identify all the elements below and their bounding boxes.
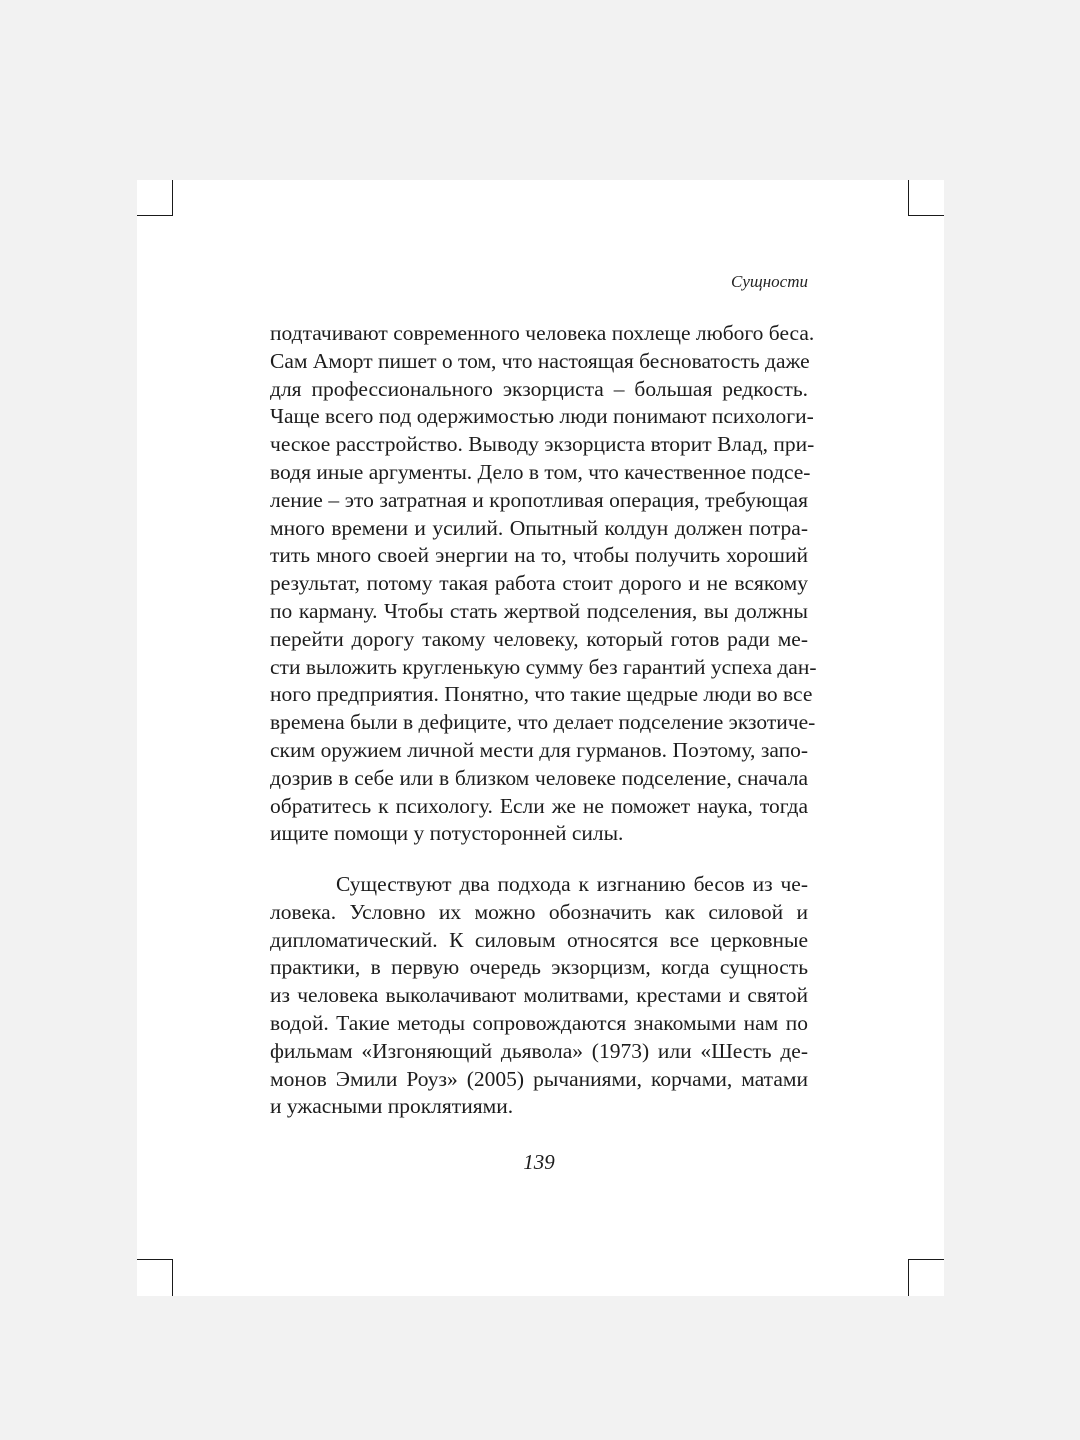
text-line: Чаще всего под одержимостью люди понимают психологи-	[270, 404, 814, 429]
crop-mark-bottom-left-h	[137, 1259, 173, 1260]
paragraph-2	[270, 871, 808, 1121]
crop-mark-top-left-v	[172, 180, 173, 216]
text-line: и ужасными проклятиями.	[270, 1094, 514, 1119]
text-line: монов Эмили Роуз» (2005) рычаниями, корчами, матами	[270, 1066, 808, 1091]
text-line: Существуют два подхода к изгнанию бесов из че-	[336, 872, 808, 896]
crop-mark-top-right-v	[908, 180, 909, 216]
text-line: Сам Аморт пишет о том, что настоящая бесноватость даже	[270, 348, 810, 373]
text-line: ного предприятия. Понятно, что такие щедрые люди во все	[270, 682, 813, 707]
crop-mark-bottom-left-v	[172, 1260, 173, 1296]
text-line: фильмам «Изгоняющий дьявола» (1973) или «Шесть де-	[270, 1038, 808, 1063]
text-line: много времени и усилий. Опытный колдун должен потра-	[270, 515, 808, 540]
text-line: перейти дорогу такому человеку, который готов ради ме-	[270, 626, 808, 651]
text-line: ление – это затратная и кропотливая операция, требующая	[270, 487, 808, 512]
text-line: практики, в первую очередь экзорцизм, когда сущность	[270, 955, 808, 980]
text-line: ищите помощи у потусторонней силы.	[270, 821, 624, 846]
text-line: из человека выколачивают молитвами, крестами и святой	[270, 983, 808, 1008]
crop-mark-bottom-right-v	[908, 1260, 909, 1296]
text-line: ческое расстройство. Выводу экзорциста вторит Влад, при-	[270, 432, 815, 457]
text-line: для профессионального экзорциста – большая редкость.	[270, 376, 808, 401]
text-line: сти выложить кругленькую сумму без гарантий успеха дан-	[270, 654, 817, 679]
text-line: времена были в дефиците, что делает подселение экзотиче-	[270, 710, 816, 735]
text-line: водой. Такие методы сопровождаются знакомыми нам по	[270, 1010, 808, 1035]
text-line: ловека. Условно их можно обозначить как силовой и	[270, 899, 808, 924]
text-line: водя иные аргументы. Дело в том, что качественное подсе-	[270, 459, 811, 484]
text-line: тить много своей энергии на то, чтобы получить хороший	[270, 543, 808, 568]
text-line: ским оружием личной мести для гурманов. Поэтому, запо-	[270, 737, 808, 762]
text-line: дозрив в себе или в близком человеке подселение, сначала	[270, 765, 808, 790]
text-line: результат, потому такая работа стоит дорого и не всякому	[270, 571, 808, 596]
text-line: по карману. Чтобы стать жертвой подселения, вы должны	[270, 598, 808, 623]
text-line: обратитесь к психологу. Если же не поможет наука, тогда	[270, 793, 808, 818]
text-line: дипломатический. К силовым относятся все церковные	[270, 927, 808, 952]
running-head: Сущности	[731, 272, 808, 291]
crop-mark-bottom-right-h	[908, 1259, 944, 1260]
paragraph-1	[270, 320, 817, 848]
text-line: подтачивают современного человека похлеще любого беса.	[270, 321, 815, 345]
page-number: 139	[523, 1150, 555, 1174]
crop-mark-top-right-h	[908, 215, 944, 216]
crop-mark-top-left-h	[137, 215, 173, 216]
